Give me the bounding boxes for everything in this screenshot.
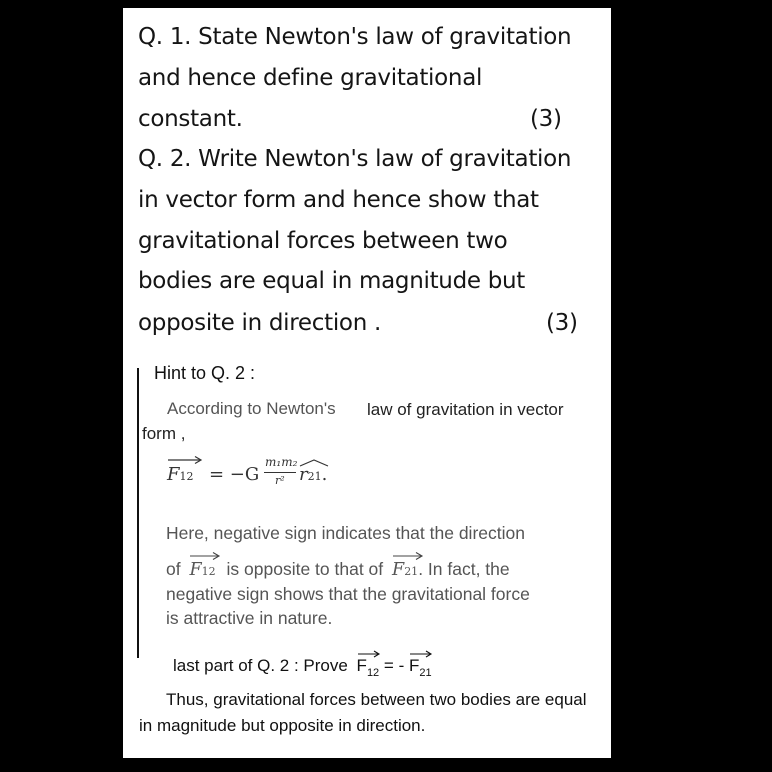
question-1-line-1: Q. 1. State Newton's law of gravitation	[138, 24, 572, 50]
question-2-line-1: Q. 2. Write Newton's law of gravitation	[138, 146, 572, 172]
hint-intro-b: law of gravitation in vector	[367, 400, 564, 419]
vector-arrow-icon	[357, 650, 381, 658]
question-1-line-2: and hence define gravitational	[138, 65, 483, 91]
r21-unit-vector: r21.	[299, 464, 327, 485]
formula-denominator: r²	[275, 474, 285, 487]
hint-intro-c: form ,	[142, 424, 186, 443]
question-2-line-2: in vector form and hence show that	[138, 187, 539, 213]
conclusion-line-2: in magnitude but opposite in direction.	[139, 716, 426, 735]
f12-vector-note: $F_{12}$	[357, 656, 380, 676]
question-2-line-5: opposite in direction .	[138, 310, 381, 336]
hint-para-line-4: is attractive in nature.	[166, 608, 333, 628]
question-1-line-3: constant.	[138, 106, 243, 132]
vector-arrow-icon	[167, 455, 203, 465]
question-2-marks: (3)	[546, 310, 578, 336]
question-2-line-3: gravitational forces between two	[138, 228, 508, 254]
fraction-bar	[264, 472, 296, 473]
formula-equals-g: = −G	[209, 464, 260, 485]
f12-vector: F12	[167, 464, 194, 485]
f21-vector-inline: F21	[392, 560, 418, 580]
hat-icon	[299, 458, 329, 468]
formula-numerator: m₁m₂	[265, 455, 298, 469]
hint-para-line-2: of F12 is opposite to that of F21. In fact, the	[166, 559, 510, 580]
f21-vector-note: $F_{21}$	[409, 656, 432, 676]
document-page	[123, 8, 611, 758]
question-2-line-4: bodies are equal in magnitude but	[138, 268, 526, 294]
hint-title: Hint to Q. 2 :	[154, 363, 256, 383]
question-1-marks: (3)	[530, 106, 562, 132]
hint-margin-rule	[137, 368, 139, 658]
f12-vector-inline: F12	[189, 560, 215, 580]
hint-intro-a: According to Newton's	[167, 399, 336, 418]
hint-para-line-3: negative sign shows that the gravitational force	[166, 584, 530, 604]
vector-arrow-icon	[189, 551, 221, 561]
vector-arrow-icon	[409, 650, 433, 658]
vector-arrow-icon	[392, 551, 424, 561]
hint-para-line-1: Here, negative sign indicates that the direction	[166, 523, 525, 543]
conclusion-line-1: Thus, gravitational forces between two bodies are equal	[166, 690, 587, 709]
gravitation-vector-formula	[165, 452, 385, 502]
last-part-note: last part of Q. 2 : Prove $F_{12}$ = - $F_{21}$	[173, 656, 432, 676]
